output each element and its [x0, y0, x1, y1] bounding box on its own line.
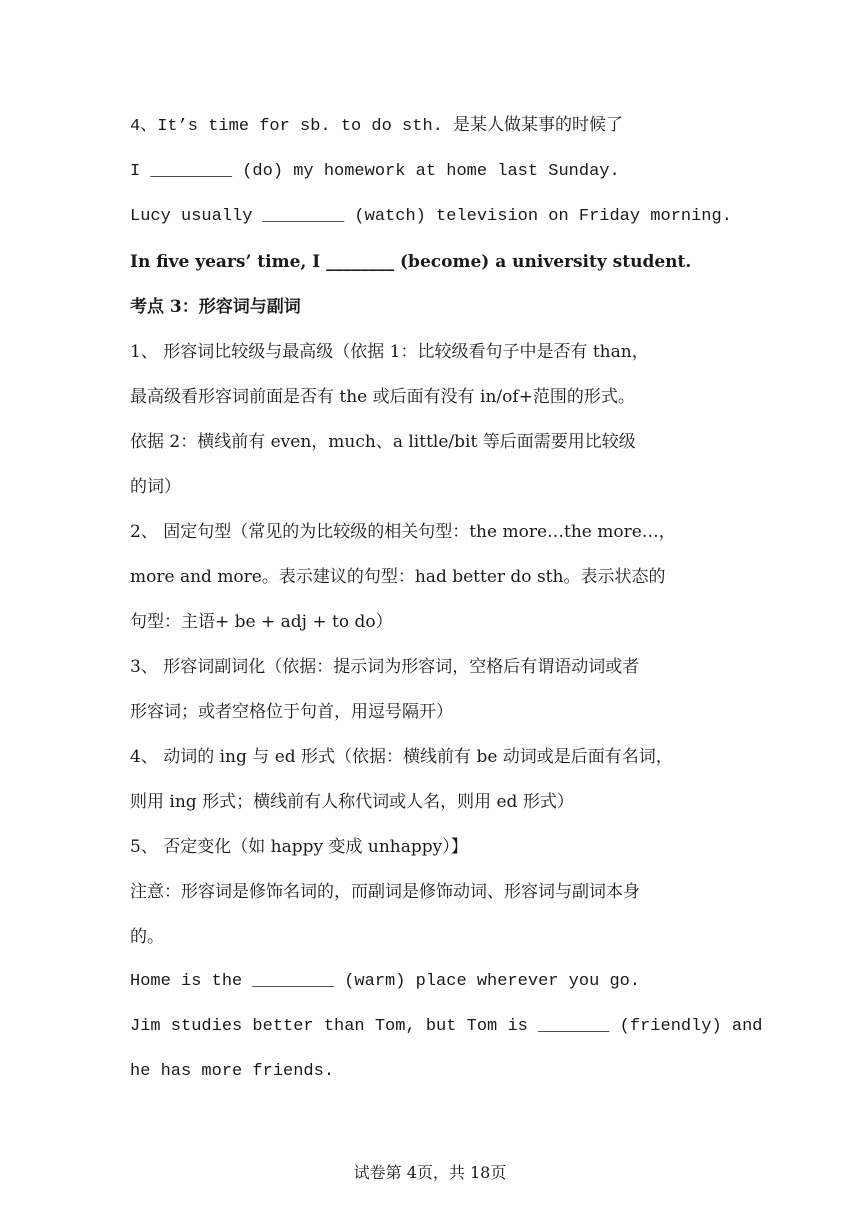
text-line-6: 1、 形容词比较级与最高级（依据 1：比较级看句子中是否有 than， [130, 342, 649, 362]
text-line-8: 依据 2：横线前有 even，much、a little/bit 等后面需要用比较级 [130, 432, 636, 452]
text-line-18: 注意：形容词是修饰名词的，而副词是修饰动词、形容词与副词本身 [130, 882, 640, 902]
exercise-line-friends: he has more friends. [130, 1062, 335, 1081]
text-line-15: 4、 动词的 ing 与 ed 形式（依据：横线前有 be 动词或是后面有名词， [130, 747, 673, 767]
text-line-9: 的词） [130, 477, 181, 497]
text-line-19: 的。 [130, 927, 164, 947]
exercise-line-become: In five years’ time, I ________ (become) a university student. [130, 252, 692, 272]
exercise-line-warm: Home is the ________ (warm) place wherever you go. [130, 972, 641, 991]
text-line-1: 4、It’s time for sb. to do sth. 是某人做某事的时候了 [130, 117, 624, 136]
text-line-11: more and more。表示建议的句型：had better do sth。表示状态的 [130, 567, 666, 587]
page-footer: 试卷第 4页，共 18页 [353, 1163, 507, 1182]
text-line-14: 形容词；或者空格位于句首，用逗号隔开） [130, 702, 453, 722]
exercise-line-do: I ________ (do) my homework at home last Sunday. [130, 162, 620, 181]
exercise-line-watch: Lucy usually ________ (watch) television on Friday morning. [130, 207, 732, 226]
exercise-line-friendly: Jim studies better than Tom, but Tom is _______ (friendly) and [130, 1017, 763, 1036]
text-line-12: 句型：主语+ be + adj + to do） [130, 612, 393, 632]
text-line-10: 2、 固定句型（常见的为比较级的相关句型：the more…the more…， [130, 522, 676, 542]
section-heading: 考点 3：形容词与副词 [130, 297, 301, 317]
text-line-13: 3、 形容词副词化（依据：提示词为形容词，空格后有谓语动词或者 [130, 657, 640, 677]
text-line-16: 则用 ing 形式；横线前有人称代词或人名，则用 ed 形式） [130, 792, 574, 812]
text-line-7: 最高级看形容词前面是否有 the 或后面有没有 in/of+范围的形式。 [130, 387, 635, 407]
text-line-17: 5、 否定变化（如 happy 变成 unhappy）】 [130, 837, 468, 857]
